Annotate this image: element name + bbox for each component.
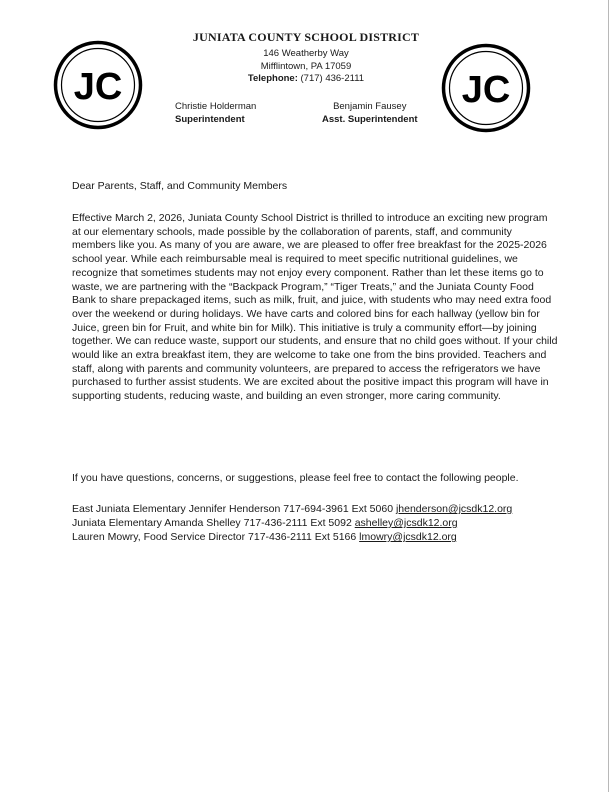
contact-email-link[interactable]: lmowry@jcsdk12.org [359, 531, 457, 543]
letter-salutation: Dear Parents, Staff, and Community Members [72, 180, 288, 192]
contact-list [72, 502, 512, 544]
contact-details: Juniata Elementary Amanda Shelley 717-436-2111 Ext 5092 [72, 517, 355, 529]
letter-closing: If you have questions, concerns, or suggestions, please feel free to contact the following people. [72, 472, 519, 484]
address-line-1: 146 Weatherby Way [263, 48, 349, 59]
logo-text: JC [461, 69, 511, 111]
official-name: Christie Holderman [175, 101, 257, 112]
address-line-2: Mifflintown, PA 17059 [260, 60, 352, 72]
contact-line [72, 502, 512, 516]
contact-line [72, 530, 512, 544]
contact-email-link[interactable]: ashelley@jcsdk12.org [354, 517, 458, 529]
official-title: Superintendent [175, 114, 245, 125]
official-title: Asst. Superintendent [322, 114, 418, 125]
telephone-number: (717) 436-2111 [300, 73, 365, 84]
contact-details: East Juniata Elementary Jennifer Henderson 717-694-3961 Ext 5060 [72, 503, 396, 515]
letterhead [150, 30, 462, 86]
official-superintendent [175, 100, 256, 126]
logo-text: JC [73, 66, 123, 108]
contact-email-link[interactable]: jhenderson@jcsdk12.org [395, 503, 513, 515]
telephone-label: Telephone: [247, 73, 298, 84]
district-name: JUNIATA COUNTY SCHOOL DISTRICT [192, 30, 420, 44]
telephone-line [150, 73, 462, 86]
letter-body: Effective March 2, 2026, Juniata County School District is thrilled to introduce an exciting new program at our elementary schools, made possible by the collaboration of parents, staff, and community members like you. As many of you are aware, we are pleased to offer free breakfast for the 2025-2026 school year. While each reimbursable meal is required to meet specific nutritional guidelines, we recognize that sometimes students may not enjoy every component. Rather than let these items go to waste, we are partnering with the “Backpack Program,” “Tiger Treats,” and the Juniata County Food Bank to share prepackaged items, such as milk, fruit, and juice, with students who may need extra food over the weekend or during holidays. We have carts and colored bins for each hallway (yellow bin for Juice, green bin for Fruit, and white bin for Milk). This initiative is truly a community effort—by joining together. We can reduce waste, support our students, and ensure that no child goes without. If your child would like an extra breakfast item, they are welcome to take one from the bins provided. Teachers and staff, along with parents and community volunteers, are prepared to access the refrigerators we have purchased to further assist students. We are excited about the positive impact this program will have in supporting students, reducing waste, and building an even stronger, more caring community. [72, 212, 558, 403]
official-name: Benjamin Fausey [333, 101, 407, 112]
contact-line [72, 516, 512, 530]
contact-details: Lauren Mowry, Food Service Director 717-436-2111 Ext 5166 [72, 531, 360, 543]
district-logo-left [53, 40, 143, 130]
official-asst-superintendent [322, 100, 418, 126]
page-edge-line [608, 0, 609, 792]
